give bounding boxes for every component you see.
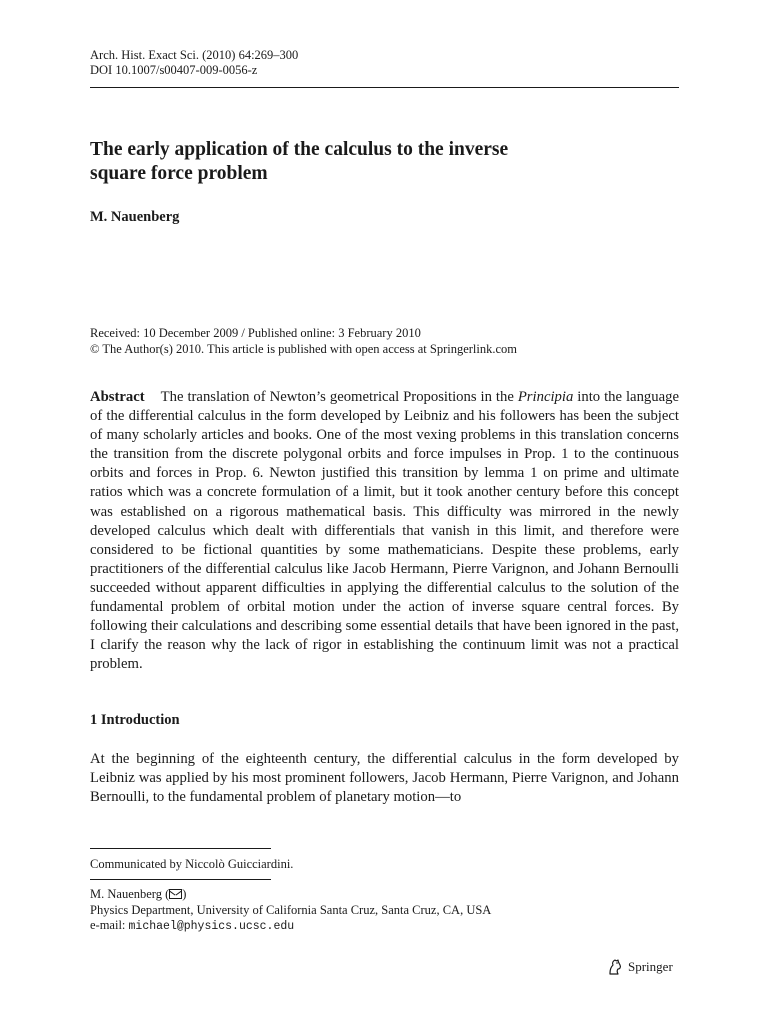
- article-title: [90, 138, 679, 186]
- footnote-rule: [90, 848, 271, 849]
- corresponding-author-close: ): [182, 887, 187, 901]
- department-line: Physics Department, University of California Santa Cruz, Santa Cruz, CA, USA: [90, 902, 492, 917]
- abstract-text-start: The translation of Newton’s geometrical Propositions in the: [160, 389, 518, 405]
- publisher-logo: [606, 958, 673, 976]
- envelope-icon[interactable]: [169, 889, 182, 899]
- abstract-italic-principia: Principia: [517, 389, 574, 405]
- doi-line[interactable]: DOI 10.1007/s00407-009-0056-z: [90, 63, 258, 77]
- title-line-1: The early application of the calculus to the inverse: [90, 139, 509, 160]
- communicated-by-note: Communicated by Niccolò Guicciardini.: [90, 857, 294, 871]
- author-affiliation: [90, 887, 491, 935]
- abstract: [90, 388, 679, 674]
- footnote-rule-2: [90, 879, 271, 880]
- journal-citation: Arch. Hist. Exact Sci. (2010) 64:269–300: [90, 48, 299, 62]
- section-heading-introduction: 1 Introduction: [90, 712, 180, 728]
- running-header: [90, 48, 298, 78]
- title-line-2: square force problem: [90, 163, 268, 184]
- abstract-text-rest: into the language of the differential calculus in the form developed by Leibniz and his followers has been the subject of many scholarly articles and books. One of the most vexing problems in this translation concerns the transition from the discrete polygonal orbits and force impulses in Prop. 1 to the continuous orbits and forces in Prop. 6. Newton justified this transition by lemma 1 on prime and ultimate ratios which was a concrete formulation of a limit, but it took another century before this concept was established on a rigorous mathematical basis. This difficulty was mirrored in the newly developed calculus which dealt with differentials that vanish in this limit, and therefore were considered to be fictional quantities by some mathematicians. Despite these problems, early practitioners of the differential calculus like Jacob Hermann, Pierre Varignon, and Johann Bernoulli succeeded without apparent difficulties in applying the differential calculus to the solution of the fundamental problem of orbital motion under the action of inverse square central forces. By following their calculations and describing some essential details that have been ignored in the past, I clarify the reason why the lack of rigor in establishing the continuum limit was not a practical problem.: [90, 389, 679, 673]
- publisher-name: Springer: [628, 959, 673, 974]
- springer-horse-icon: [606, 958, 624, 976]
- author-name: M. Nauenberg: [90, 209, 180, 225]
- corresponding-author-name: M. Nauenberg (: [90, 887, 170, 901]
- email-address-link[interactable]: michael@physics.ucsc.edu: [128, 920, 295, 933]
- corresponding-author-line: [90, 887, 491, 903]
- email-label: e-mail:: [90, 918, 129, 932]
- email-line: [90, 918, 491, 935]
- abstract-label: Abstract: [90, 389, 145, 405]
- header-rule: [90, 87, 679, 88]
- introduction-body: [90, 750, 679, 807]
- abstract-paragraph: [90, 388, 679, 674]
- publication-dates: [90, 325, 517, 357]
- received-published-line: Received: 10 December 2009 / Published online: 3 February 2010: [90, 326, 421, 340]
- introduction-paragraph: At the beginning of the eighteenth century, the differential calculus in the form developed by Leibniz was applied by his most prominent followers, Jacob Hermann, Pierre Varignon, and Johann Bernoulli, to the fundamental problem of planetary motion—to: [90, 751, 679, 806]
- copyright-line: © The Author(s) 2010. This article is published with open access at Springerlink.com: [90, 342, 518, 356]
